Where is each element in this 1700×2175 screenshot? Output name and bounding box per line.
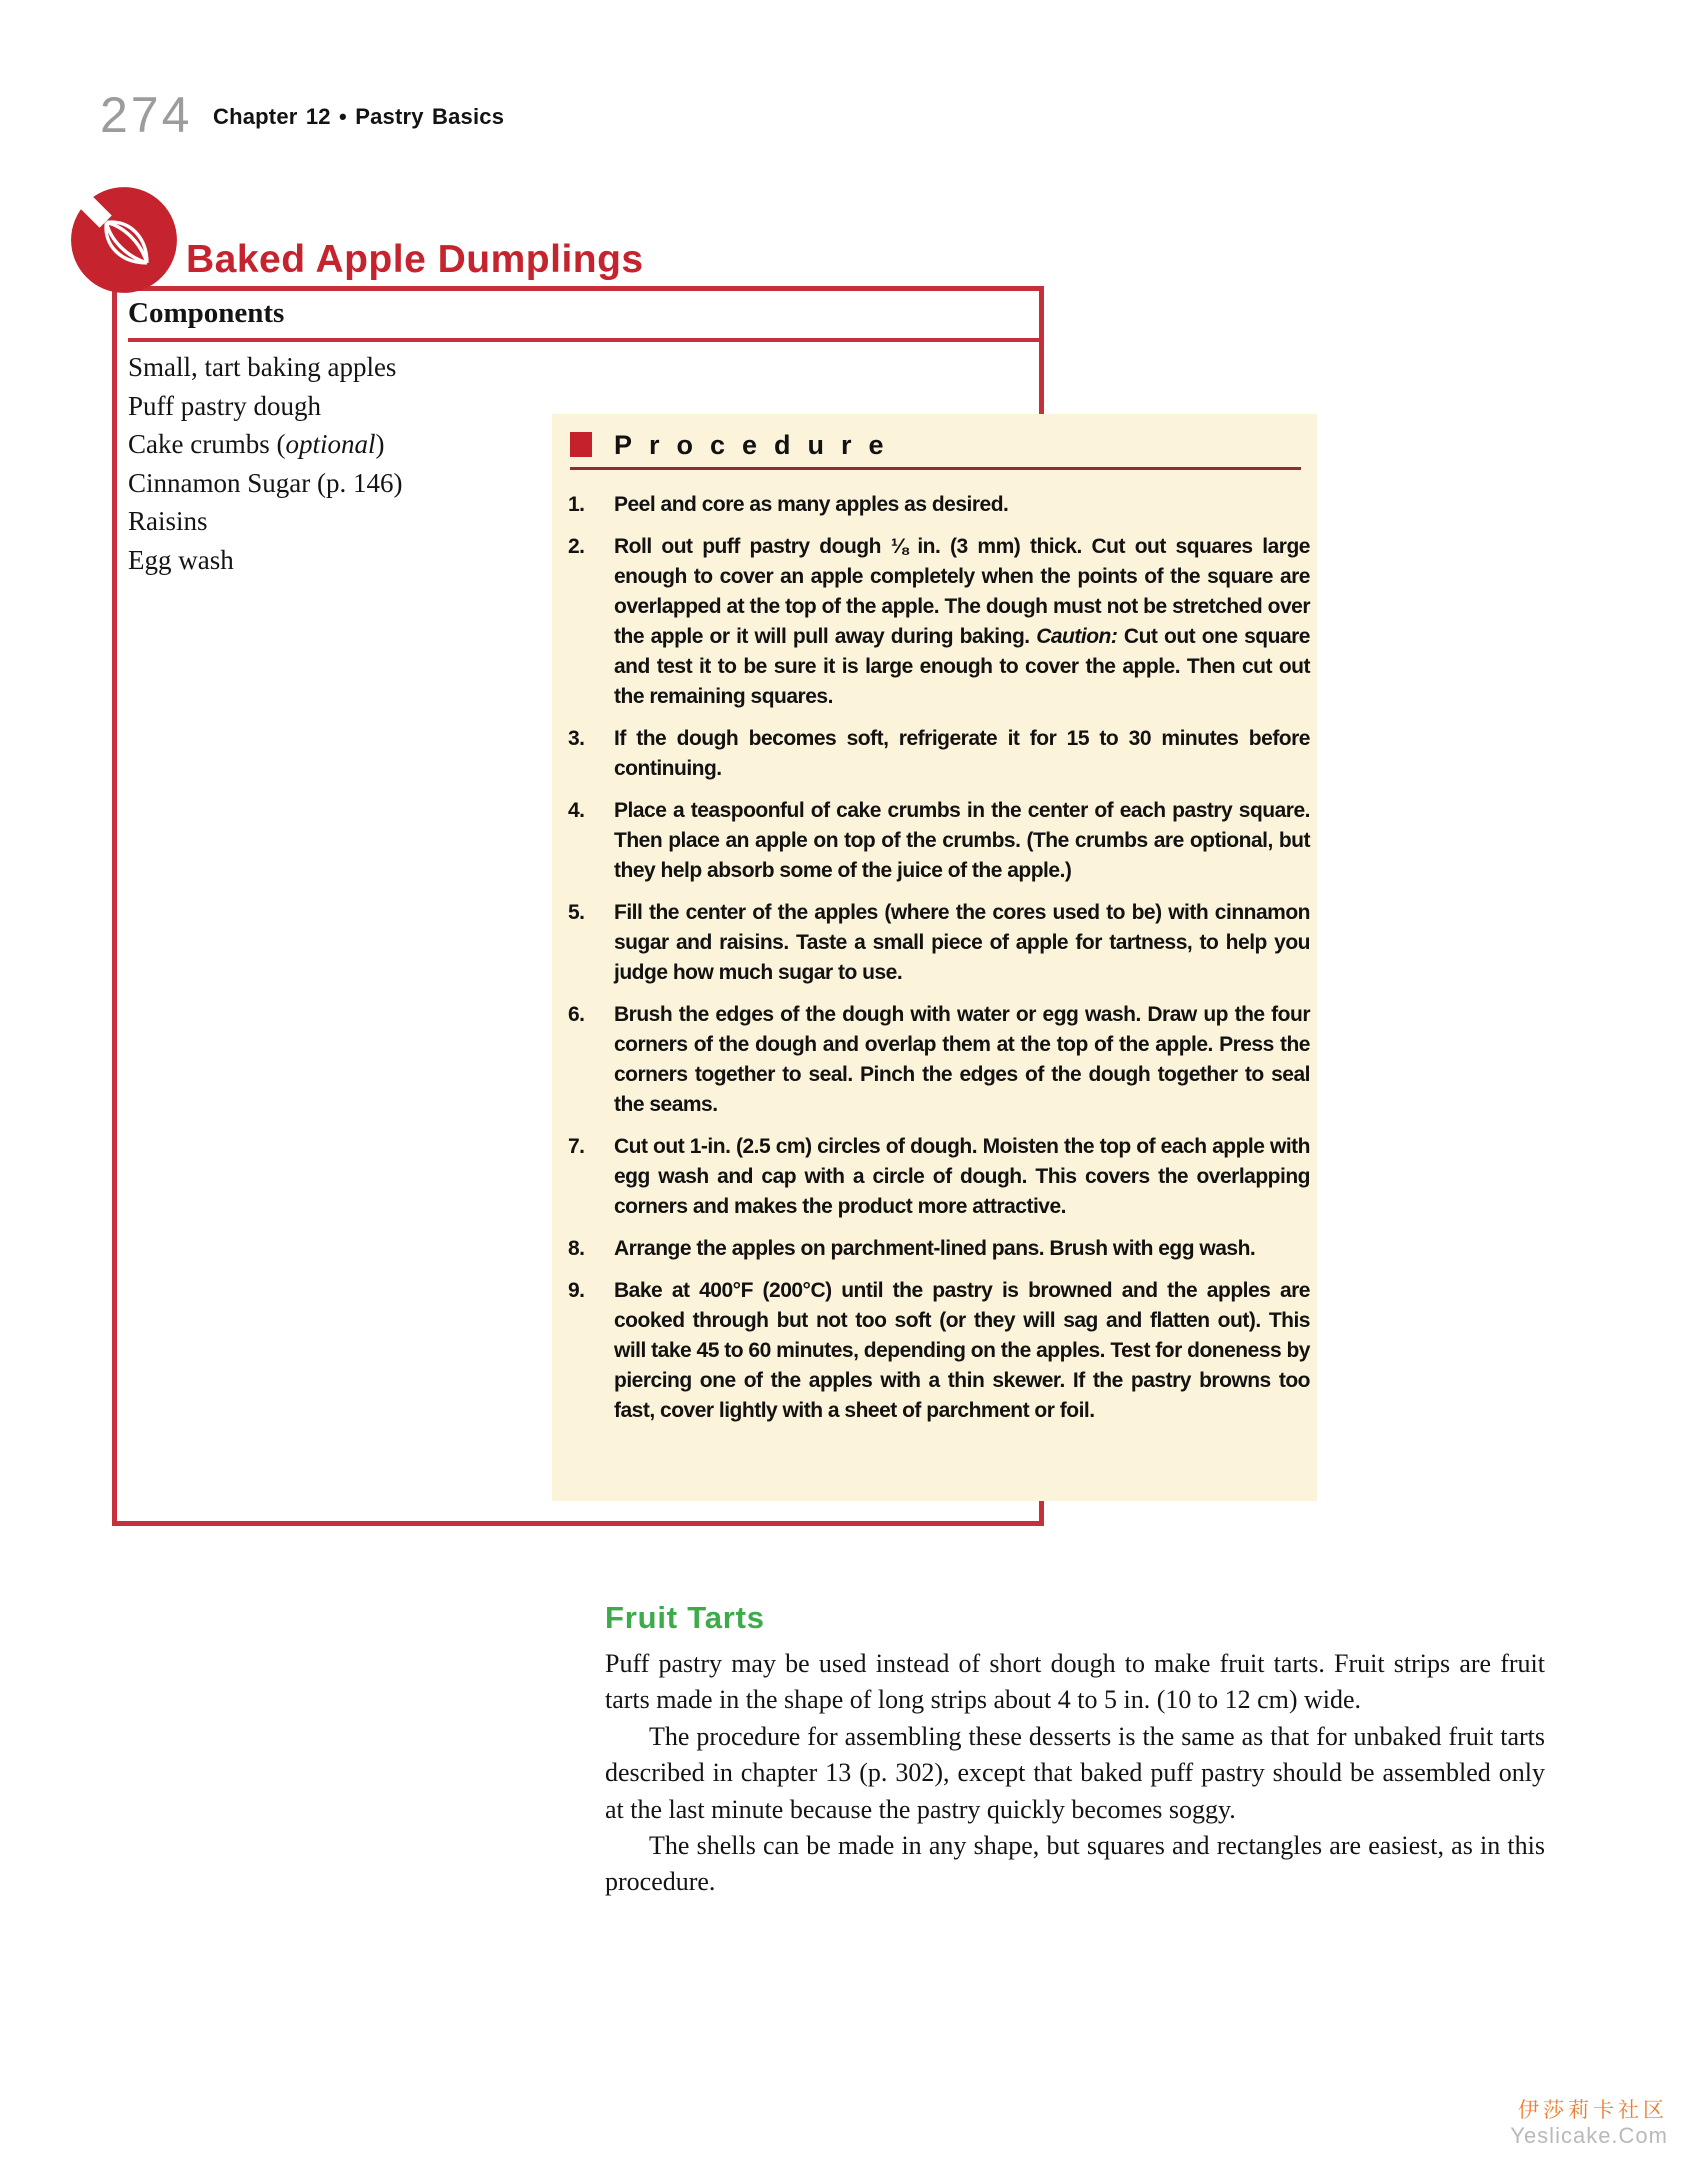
procedure-step [568,532,1310,712]
step-number: 4. [568,799,585,822]
recipe-title: Baked Apple Dumplings [186,238,644,281]
component-item [128,425,402,464]
text-run: Egg wash [128,544,234,575]
step-number: 2. [568,535,585,558]
text-run: Cake crumbs ( [128,429,286,460]
text-run: Brush the edges of the dough with water or egg wash. Draw up the four corners of the dough and overlap them at the top of the apple. Press the corners together to seal. Pinch the edges of the dough together to seal the seams. [614,1003,1310,1116]
text-run: Raisins [128,506,208,537]
procedure-step [568,1132,1310,1222]
component-item [128,387,402,426]
components-heading: Components [128,297,1040,342]
component-item [128,348,402,387]
text-run: Cinnamon Sugar (p. 146) [128,467,403,498]
component-item [128,502,402,541]
step-text [614,532,1310,712]
text-run: Fill the center of the apples (where the cores used to be) with cinnamon sugar and raisins. Taste a small piece of apple for tartness, to help you judge how much sugar to use. [614,901,1310,984]
red-square-bullet-icon [570,432,592,457]
text-run: Place a teaspoonful of cake crumbs in the center of each pastry square. Then place an apple on top of the crumbs. (The crumbs are optional, but they help absorb some of the juice of the apple.) [614,799,1310,882]
procedure-step [568,1234,1310,1264]
step-number: 6. [568,1003,585,1026]
procedure-heading-rule [570,467,1301,470]
step-text [614,898,1310,988]
watermark-community-text: 伊莎莉卡社区 [1518,2099,1668,2122]
text-run: Cut out one square and test it to be sure it is large enough to cover the apple. Then cut out the remaining squares. [614,625,1310,708]
step-text [614,1276,1310,1426]
text-run: Cut out 1-in. (2.5 cm) circles of dough. Moisten the top of each apple with egg wash and cap with a circle of dough. This covers the overlapping corners and makes the product more attractive. [614,1135,1310,1218]
whisk-icon [70,186,178,294]
step-text [614,796,1310,886]
text-run: Small, tart baking apples [128,352,397,382]
text-run: Peel and core as many apples as desired. [614,493,1009,516]
italic-text-run: optional [285,429,376,460]
text-run: Arrange the apples on parchment-lined pans. Brush with egg wash. [614,1237,1256,1260]
procedure-step [568,490,1310,520]
fruit-tarts-body [605,1646,1545,1901]
watermark [1510,2098,1668,2150]
text-run: Puff pastry dough [128,390,321,421]
page-number: 274 [100,87,193,143]
procedure-step [568,898,1310,988]
procedure-step [568,796,1310,886]
text-run: If the dough becomes soft, refrigerate it for 15 to 30 minutes before continuing. [614,727,1310,780]
body-paragraph: Puff pastry may be used instead of short dough to make fruit tarts. Fruit strips are fruit tarts made in the shape of long strips about 4 to 5 in. (10 to 12 cm) wide. [605,1649,1545,1715]
step-text [614,1000,1310,1120]
step-text [614,724,1310,784]
step-text [614,1132,1310,1222]
step-number: 7. [568,1135,585,1158]
step-number: 9. [568,1279,585,1302]
components-list [128,348,402,580]
step-number: 1. [568,493,585,516]
text-run: Bake at 400°F (200°C) until the pastry is browned and the apples are cooked through but not too soft (or they will sag and flatten out). This will take 45 to 60 minutes, depending on the apples. Test for doneness by piercing one of the apples with a thin skewer. If the pastry browns too fast, cover lightly with a sheet of parchment or foil. [614,1279,1310,1422]
text-run: Roll out puff pastry dough ⅛ in. (3 mm) thick. Cut out squares large enough to cover an apple completely when the points of the square are overlapped at the top of the apple. The dough must not be stretched over the apple or it will pull away during baking. [614,535,1310,648]
step-text [614,490,1310,520]
procedure-step [568,1276,1310,1426]
procedure-steps [568,490,1310,1438]
italic-text-run: Caution: [1036,625,1118,648]
body-paragraph: The procedure for assembling these desserts is the same as that for unbaked fruit tarts described in chapter 13 (p. 302), except that baked puff pastry should be assembled only at the last minute because the pastry quickly becomes soggy. [605,1721,1545,1824]
procedure-step [568,1000,1310,1120]
text-run: ) [375,429,385,460]
procedure-heading: Procedure [614,430,901,460]
body-paragraph: The shells can be made in any shape, but squares and rectangles are easiest, as in this procedure. [605,1831,1545,1897]
fruit-tarts-heading: Fruit Tarts [605,1600,765,1635]
step-number: 5. [568,901,585,924]
watermark-site-text: Yeslicake.Com [1510,2123,1668,2149]
step-text [614,1234,1310,1264]
step-number: 3. [568,727,585,750]
component-item [128,541,402,580]
procedure-step [568,724,1310,784]
step-number: 8. [568,1237,585,1260]
chapter-header: Chapter 12 • Pastry Basics [213,104,505,129]
component-item [128,464,402,503]
